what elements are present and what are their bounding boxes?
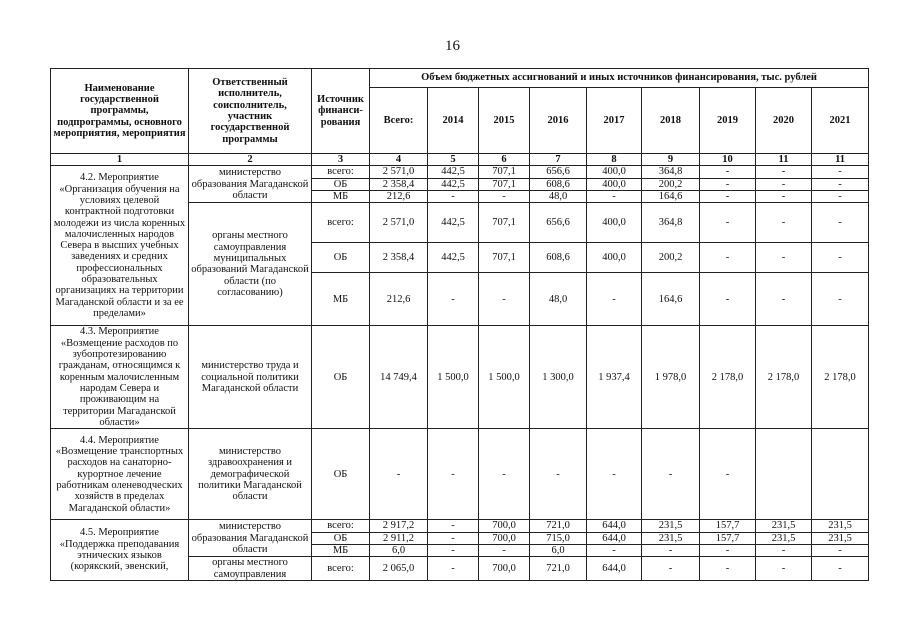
cell-value: - [700, 166, 756, 178]
source: ОБ [312, 243, 370, 273]
col-num: 4 [370, 154, 428, 166]
cell-value: - [479, 190, 530, 202]
column-number-row [51, 154, 869, 166]
cell-value: - [428, 429, 479, 520]
header-source: Источник финанси-рования [312, 69, 370, 154]
cell-value: - [700, 178, 756, 190]
header-year: 2021 [812, 88, 869, 154]
cell-value: - [700, 544, 756, 556]
cell-value: - [428, 532, 479, 544]
cell-value: 442,5 [428, 178, 479, 190]
cell-value: 157,7 [700, 520, 756, 532]
source: всего: [312, 166, 370, 178]
cell-value: 2 571,0 [370, 203, 428, 243]
cell-value: - [812, 557, 869, 581]
cell-value: 231,5 [812, 532, 869, 544]
cell-value: 164,6 [642, 273, 700, 326]
cell-value: - [812, 273, 869, 326]
cell-value: - [756, 243, 812, 273]
header-amount: Объем бюджетных ассигнований и иных источников финансирования, тыс. рублей [370, 69, 869, 88]
cell-value: 200,2 [642, 243, 700, 273]
cell-value: - [700, 273, 756, 326]
cell-value: 656,6 [530, 203, 587, 243]
table-row [51, 429, 869, 520]
cell-value: - [756, 544, 812, 556]
cell-value: 400,0 [587, 203, 642, 243]
cell-value: 721,0 [530, 557, 587, 581]
cell-value: 644,0 [587, 532, 642, 544]
cell-value: 1 937,4 [587, 326, 642, 429]
cell-value: 442,5 [428, 203, 479, 243]
cell-value: - [756, 557, 812, 581]
cell-value: - [812, 190, 869, 202]
cell-value: - [530, 429, 587, 520]
cell-value: 715,0 [530, 532, 587, 544]
cell-value: 442,5 [428, 243, 479, 273]
source: всего: [312, 557, 370, 581]
cell-value: - [428, 557, 479, 581]
header-total: Всего: [370, 88, 428, 154]
cell-value: 2 917,2 [370, 520, 428, 532]
header-name: Наименование государственной программы, подпрограммы, основного мероприятия, мероприятия [51, 69, 189, 154]
cell-value: - [700, 243, 756, 273]
cell-value: 1 500,0 [428, 326, 479, 429]
cell-value: 400,0 [587, 178, 642, 190]
cell-value: - [756, 203, 812, 243]
cell-value: - [700, 190, 756, 202]
cell-value: 1 500,0 [479, 326, 530, 429]
cell-value: - [587, 273, 642, 326]
table-row [51, 520, 869, 532]
header-year: 2015 [479, 88, 530, 154]
col-num: 8 [587, 154, 642, 166]
cell-value: - [756, 190, 812, 202]
cell-value: 231,5 [642, 520, 700, 532]
cell-value: 157,7 [700, 532, 756, 544]
cell-value [812, 429, 869, 520]
table-row [51, 166, 869, 178]
cell-value: 2 358,4 [370, 243, 428, 273]
header-row-1 [51, 69, 869, 88]
cell-value: - [587, 429, 642, 520]
source: ОБ [312, 429, 370, 520]
cell-value: - [428, 520, 479, 532]
cell-value: - [642, 557, 700, 581]
header-year: 2016 [530, 88, 587, 154]
measure-name: 4.3. Мероприятие «Возмещение расходов по зубопротезированию гражданам, относящимся к коренным малочисленным народам Севера и проживающим на территории Магаданской области» [51, 326, 189, 429]
cell-value: 400,0 [587, 166, 642, 178]
cell-value: 700,0 [479, 532, 530, 544]
col-num: 2 [189, 154, 312, 166]
cell-value: 721,0 [530, 520, 587, 532]
cell-value: 231,5 [756, 532, 812, 544]
budget-table [50, 68, 869, 581]
cell-value: 6,0 [370, 544, 428, 556]
cell-value: - [479, 429, 530, 520]
col-num: 10 [700, 154, 756, 166]
source: МБ [312, 190, 370, 202]
cell-value: 700,0 [479, 520, 530, 532]
cell-value: 164,6 [642, 190, 700, 202]
measure-name: 4.2. Мероприятие «Организация обучения на условиях целевой контрактной подготовки молодежи из числа коренных малочисленных народов Севера в высших учебных заведениях и средних профессиональных образовательных организациях на территории Магаданской области и за ее пределами» [51, 166, 189, 326]
col-num: 5 [428, 154, 479, 166]
cell-value [756, 429, 812, 520]
cell-value: 608,6 [530, 178, 587, 190]
measure-name: 4.4. Мероприятие «Возмещение транспортных расходов на санаторно-курортное лечение работникам оленеводческих хозяйств в пределах Магаданской области» [51, 429, 189, 520]
cell-value: 212,6 [370, 273, 428, 326]
cell-value: 6,0 [530, 544, 587, 556]
cell-value: - [642, 544, 700, 556]
cell-value: - [812, 243, 869, 273]
col-num: 1 [51, 154, 189, 166]
cell-value: 608,6 [530, 243, 587, 273]
cell-value: 2 178,0 [812, 326, 869, 429]
cell-value: - [479, 544, 530, 556]
cell-value: 212,6 [370, 190, 428, 202]
cell-value: - [370, 429, 428, 520]
cell-value: 707,1 [479, 243, 530, 273]
cell-value: 2 178,0 [700, 326, 756, 429]
col-num: 3 [312, 154, 370, 166]
responsible: органы местного самоуправления [189, 557, 312, 581]
cell-value: 200,2 [642, 178, 700, 190]
cell-value: - [587, 190, 642, 202]
cell-value: - [428, 544, 479, 556]
cell-value: 2 358,4 [370, 178, 428, 190]
cell-value: - [812, 178, 869, 190]
responsible: министерство образования Магаданской области [189, 166, 312, 203]
cell-value: 48,0 [530, 190, 587, 202]
source: ОБ [312, 532, 370, 544]
cell-value: 231,5 [756, 520, 812, 532]
col-num: 6 [479, 154, 530, 166]
cell-value: 1 978,0 [642, 326, 700, 429]
header-year: 2018 [642, 88, 700, 154]
cell-value: - [428, 273, 479, 326]
cell-value: 48,0 [530, 273, 587, 326]
cell-value: - [479, 273, 530, 326]
responsible: министерство труда и социальной политики Магаданской области [189, 326, 312, 429]
cell-value: 644,0 [587, 557, 642, 581]
header-responsible: Ответственный исполнитель, соисполнитель, участник государственной программы [189, 69, 312, 154]
cell-value: 2 571,0 [370, 166, 428, 178]
cell-value: - [756, 273, 812, 326]
source: ОБ [312, 178, 370, 190]
col-num: 7 [530, 154, 587, 166]
cell-value: 364,8 [642, 166, 700, 178]
page-number: 16 [445, 38, 460, 54]
cell-value: 1 300,0 [530, 326, 587, 429]
cell-value: - [812, 166, 869, 178]
cell-value: - [812, 544, 869, 556]
cell-value: 2 911,2 [370, 532, 428, 544]
header-year: 2019 [700, 88, 756, 154]
cell-value: 400,0 [587, 243, 642, 273]
cell-value: 707,1 [479, 166, 530, 178]
col-num: 11 [812, 154, 869, 166]
col-num: 9 [642, 154, 700, 166]
cell-value: 442,5 [428, 166, 479, 178]
source: МБ [312, 273, 370, 326]
cell-value: - [700, 557, 756, 581]
cell-value: 231,5 [812, 520, 869, 532]
header-year: 2017 [587, 88, 642, 154]
col-num: 11 [756, 154, 812, 166]
source: всего: [312, 203, 370, 243]
cell-value: - [642, 429, 700, 520]
cell-value: 707,1 [479, 178, 530, 190]
cell-value: 700,0 [479, 557, 530, 581]
cell-value: 707,1 [479, 203, 530, 243]
cell-value: - [756, 166, 812, 178]
cell-value: - [700, 203, 756, 243]
source: ОБ [312, 326, 370, 429]
cell-value: 14 749,4 [370, 326, 428, 429]
measure-name: 4.5. Мероприятие «Поддержка преподавания этнических языков (корякский, эвенский, [51, 520, 189, 581]
header-year: 2014 [428, 88, 479, 154]
cell-value: - [700, 429, 756, 520]
header-year: 2020 [756, 88, 812, 154]
responsible: министерство здравоохранения и демографической политики Магаданской области [189, 429, 312, 520]
responsible: министерство образования Магаданской области [189, 520, 312, 557]
cell-value: - [756, 178, 812, 190]
table-row [51, 326, 869, 429]
cell-value: 2 178,0 [756, 326, 812, 429]
cell-value: 231,5 [642, 532, 700, 544]
cell-value: 656,6 [530, 166, 587, 178]
cell-value: - [428, 190, 479, 202]
cell-value: 2 065,0 [370, 557, 428, 581]
responsible: органы местного самоуправления муниципальных образований Магаданской области (по согласованию) [189, 203, 312, 326]
cell-value: 644,0 [587, 520, 642, 532]
cell-value: - [812, 203, 869, 243]
cell-value: 364,8 [642, 203, 700, 243]
source: МБ [312, 544, 370, 556]
cell-value: - [587, 544, 642, 556]
source: всего: [312, 520, 370, 532]
